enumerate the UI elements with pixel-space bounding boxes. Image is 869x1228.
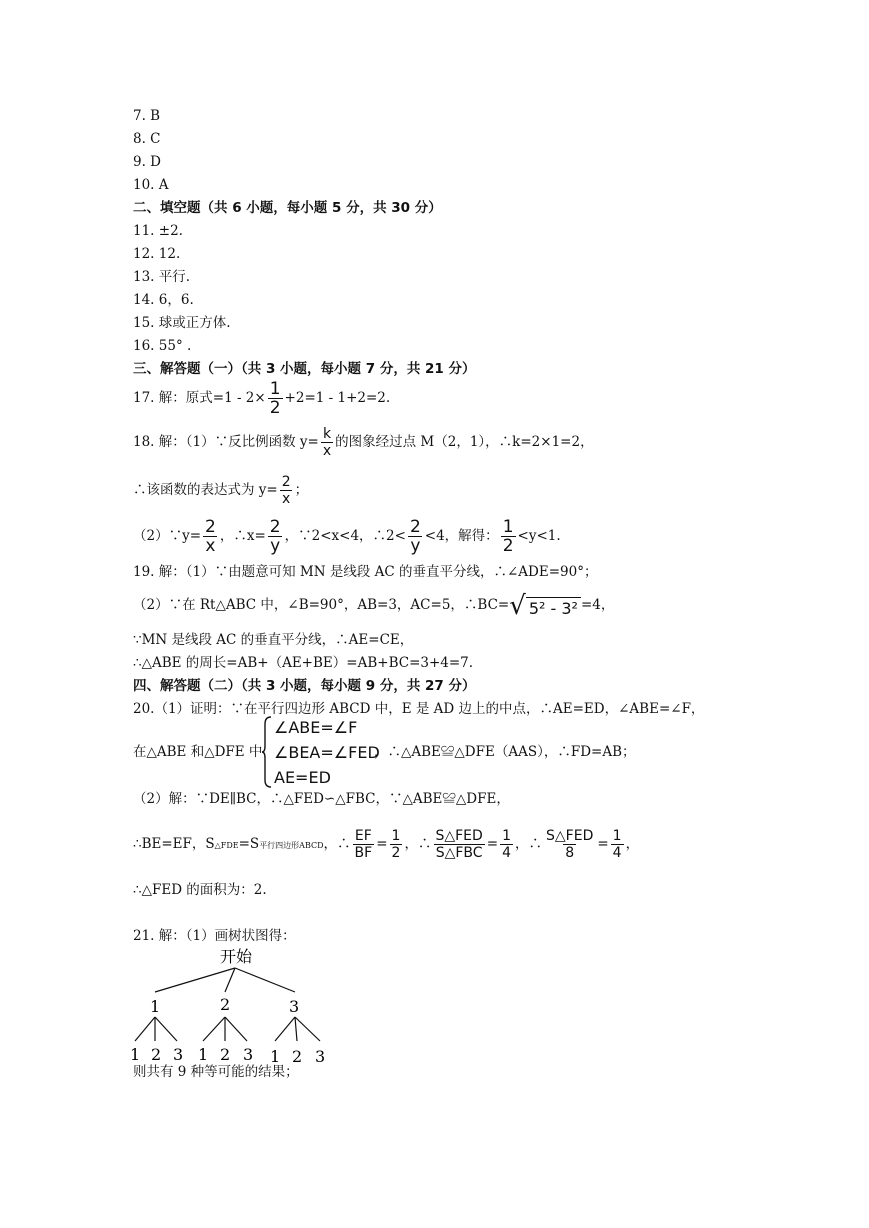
fraction-area-over-8: $\frac{\text{S△FED}}{8}$ (546, 828, 594, 861)
tree-level1-node: 2 (220, 995, 231, 1014)
tree-leaf: 2 (220, 1045, 231, 1064)
fraction-one-half: $\frac{1}{2}$ (269, 379, 281, 418)
system-eq-2: ∠BEA=∠FED (274, 743, 380, 762)
solution-21-intro: 21. 解：（1）画树状图得： (133, 928, 296, 944)
fraction-2-over-x: $\frac{2}{x}$ (205, 517, 216, 556)
tree-leaf: 3 (315, 1047, 326, 1064)
answer-13: 13. 平行. (133, 269, 191, 285)
fraction-2-over-y: $\frac{2}{y}$ (269, 517, 281, 556)
solution-21-outcomes: 则共有 9 种等可能的结果； (133, 1064, 299, 1080)
tree-leaf: 1 (198, 1045, 209, 1064)
fraction-2-over-x: $\frac{2}{x}$ (281, 474, 291, 507)
solution-20-area-ratios: ∴BE=EF，S△FDE=S平行四边形ABCD，∴ $\frac{EF}{BF}$ = $\frac{1}{2}$ ，∴ $\frac{\text{S△FED}}{\text{S△FBC}}$ = $\frac{1}{4}$ ，∴ $\frac{\text{S△FED}}{8}$ = $\frac{1}{4}$ ， (133, 828, 640, 861)
tree-leaf: 3 (243, 1045, 254, 1064)
fraction-area-ratio: $\frac{\text{S△FED}}{\text{S△FBC}}$ (435, 828, 483, 861)
solution-17: 17. 解：原式=1 - 2× $\frac{1}{2}$ +2=1 - 1+2=2. (133, 379, 391, 418)
section-solve-1-heading: 三、解答题（一）（共 3 小题，每小题 7 分，共 21 分） (133, 361, 476, 377)
tree-leaf: 1 (130, 1045, 141, 1064)
section-solve-2-heading: 四、解答题（二）（共 3 小题，每小题 9 分，共 27 分） (133, 678, 476, 694)
fraction-one-half: $\frac{1}{2}$ (391, 828, 401, 861)
answer-8: 8. C (133, 131, 161, 147)
answer-10: 10. A (133, 177, 169, 193)
solution-19-part2: （2）∵在 Rt△ABC 中，∠B=90°，AB=3，AC=5，∴BC= √ 5² - 3² =4， (133, 590, 615, 621)
answer-16: 16. 55° . (133, 338, 192, 354)
system-eq-3: AE=ED (274, 768, 331, 787)
solution-18-part1: 18. 解：（1）∵反比例函数 y= $\frac{k}{x}$ 的图象经过点 M（2，1），∴k=2×1=2， (133, 426, 594, 459)
fraction-one-half: $\frac{1}{2}$ (502, 517, 514, 556)
solution-20-result: ∴△FED 的面积为：2. (133, 882, 267, 898)
answer-15: 15. 球或正方体. (133, 315, 231, 331)
tree-level1-node: 3 (289, 997, 300, 1016)
solution-19-line4: ∴△ABE 的周长=AB+（AE+BE）=AB+BC=3+4=7. (133, 655, 474, 671)
section-fill-blank-heading: 二、填空题（共 6 小题，每小题 5 分，共 30 分） (133, 200, 442, 216)
fraction-one-quarter: $\frac{1}{4}$ (612, 828, 622, 861)
answer-11: 11. ±2. (133, 223, 183, 239)
fraction-2-over-y: $\frac{2}{y}$ (409, 517, 421, 556)
solution-19-part1: 19. 解：（1）∵由题意可知 MN 是线段 AC 的垂直平分线，∴∠ADE=90°； (133, 564, 598, 580)
tree-leaf: 2 (151, 1045, 162, 1064)
solution-18-expression: ∴该函数的表达式为 y= $\frac{2}{x}$ ； (133, 474, 309, 507)
solution-20-part1: 20.（1）证明：∵在平行四边形 ABCD 中，E 是 AD 边上的中点，∴AE=ED，∠ABE=∠F， (133, 701, 705, 717)
system-eq-1: ∠ABE=∠F (274, 718, 358, 737)
solution-18-part2: （2）∵y= $\frac{2}{x}$ ，∴x= $\frac{2}{y}$ ，∵2<x<4，∴2< $\frac{2}{y}$ <4，解得： $\frac{1}{2}$ <y<1. (133, 517, 561, 556)
fraction-one-quarter: $\frac{1}{4}$ (502, 828, 512, 861)
tree-leaf: 1 (270, 1047, 281, 1064)
tree-level1-node: 1 (150, 997, 161, 1016)
solution-20-part2: （2）解：∵DE∥BC，∴△FED∽△FBC，∵△ABE≌△DFE， (133, 791, 510, 807)
solution-19-line3: ∵MN 是线段 AC 的垂直平分线，∴AE=CE， (133, 632, 414, 648)
answer-12: 12. 12. (133, 246, 181, 262)
solution-20-in-triangles: 在△ABE 和△DFE 中 (133, 744, 263, 760)
square-root-expression: √ 5² - 3² (509, 593, 581, 619)
tree-diagram (125, 944, 345, 1064)
tree-leaf: 3 (173, 1045, 184, 1064)
fraction-k-over-x: $\frac{k}{x}$ (322, 426, 332, 459)
left-brace-icon (262, 716, 272, 788)
answer-9: 9. D (133, 154, 161, 170)
answer-14: 14. 6，6. (133, 292, 194, 308)
tree-leaf: 2 (292, 1047, 303, 1064)
solution-20-conclusion: ，∴△ABE≌△DFE（AAS），∴FD=AB； (374, 744, 636, 760)
answer-7: 7. B (133, 108, 161, 124)
fraction-ef-over-bf: $\frac{EF}{BF}$ (354, 828, 373, 861)
tree-root-label: 开始 (220, 947, 253, 966)
